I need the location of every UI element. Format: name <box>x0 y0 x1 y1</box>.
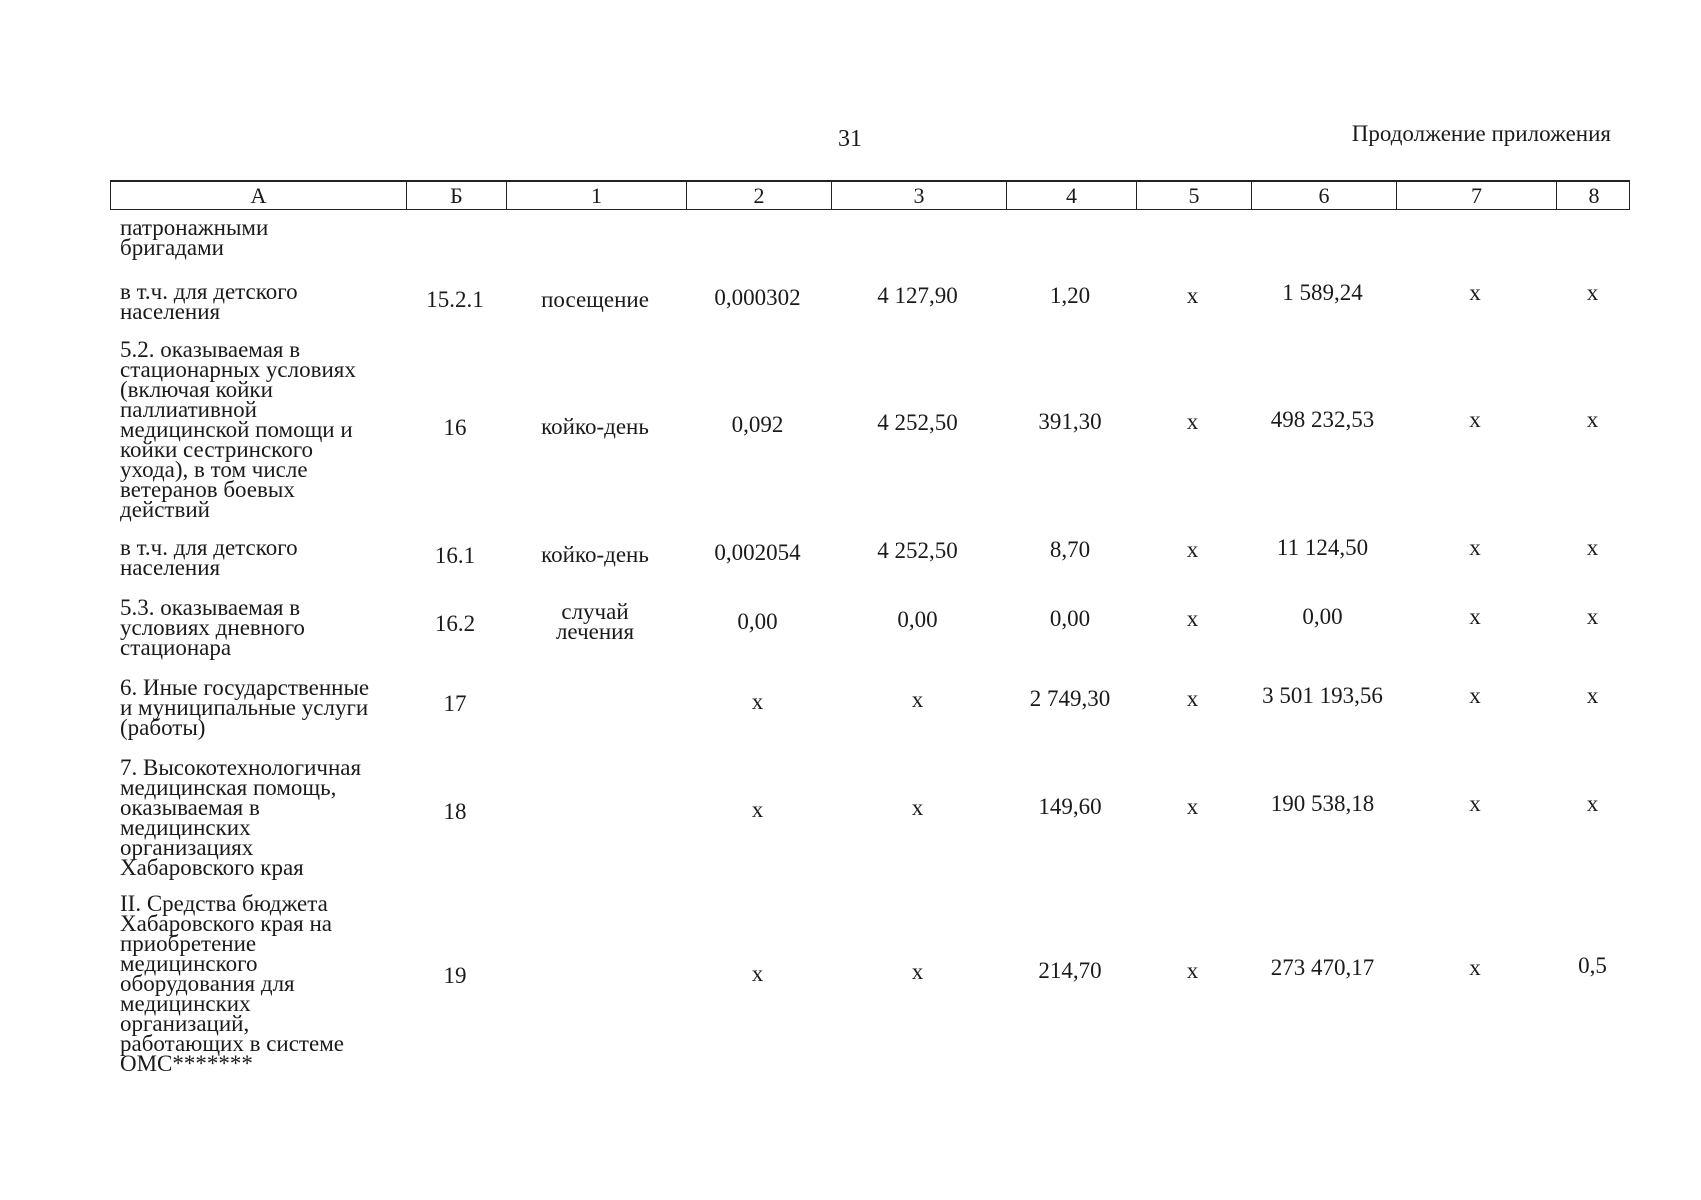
row-col7: х <box>1469 791 1481 816</box>
row-col4: 8,70 <box>1049 537 1091 562</box>
row-col6: 3 501 193,56 <box>1262 683 1383 708</box>
row-col2: 0,092 <box>731 412 784 437</box>
row-col4: 214,70 <box>1038 958 1102 983</box>
row-col4: 391,30 <box>1038 409 1102 434</box>
row-col3: х <box>911 687 924 712</box>
row-col5: х <box>1186 283 1199 308</box>
row-name: 5.3. оказываемая в условиях дневного стационара <box>120 595 305 660</box>
row-col8: х <box>1586 604 1599 629</box>
row-col7: х <box>1469 407 1481 432</box>
row-col4: 149,60 <box>1038 794 1102 819</box>
row-col7: х <box>1469 535 1481 560</box>
row-col2: 0,000302 <box>714 285 801 310</box>
row-col5: х <box>1186 794 1199 819</box>
row-col8: х <box>1586 407 1599 432</box>
row-name: II. Средства бюджета Хабаровского края на приобретение медицинского оборудования для медицинских организаций, работающих в системе ОМС******* <box>120 891 344 1076</box>
row-unit: посещение <box>541 287 649 312</box>
row-code: 17 <box>443 691 467 716</box>
row-col6: 273 470,17 <box>1270 955 1375 980</box>
header-cell: 6 <box>1251 182 1396 209</box>
row-col4: 1,20 <box>1049 283 1091 308</box>
row-code: 19 <box>443 963 467 988</box>
row-col6: 11 124,50 <box>1276 535 1369 560</box>
header-cell: 3 <box>831 182 1006 209</box>
row-col6: 498 232,53 <box>1270 407 1375 432</box>
row-name: в т.ч. для детского населения <box>120 535 298 580</box>
row-col3: 4 252,50 <box>877 410 958 435</box>
header-cell: А <box>250 183 267 208</box>
row-col7: х <box>1469 683 1481 708</box>
row-col5: х <box>1186 537 1199 562</box>
page-number: 31 <box>838 126 862 152</box>
row-name: 5.2. оказываемая в стационарных условиях (включая койки паллиативной медицинской помощи и койки сестринского ухода), в том числе ветеранов боевых действий <box>120 337 356 522</box>
row-code: 15.2.1 <box>426 287 484 312</box>
header-cell: 1 <box>506 182 686 209</box>
row-name: 6. Иные государственные и муниципальные услуги (работы) <box>120 675 370 740</box>
continuation-note: Продолжение приложения <box>1351 121 1611 146</box>
row-name: 7. Высокотехнологичная медицинская помощь, оказываемая в медицинских организациях Хабаровского края <box>120 755 362 880</box>
row-col3: 4 127,90 <box>877 283 958 308</box>
row-col4: 0,00 <box>1049 606 1091 631</box>
row-col6: 0,00 <box>1302 604 1343 629</box>
row-col7: х <box>1469 604 1481 629</box>
row-col8: х <box>1586 683 1599 708</box>
row-col5: х <box>1186 606 1199 631</box>
row-col2: х <box>751 689 764 714</box>
row-col8: х <box>1586 280 1599 305</box>
row-col2: х <box>751 961 764 986</box>
row-code: 16.1 <box>434 543 476 568</box>
row-col5: х <box>1186 686 1199 711</box>
row-col5: х <box>1186 958 1199 983</box>
header-cell: 7 <box>1396 182 1556 209</box>
row-col4: 2 749,30 <box>1029 686 1111 711</box>
header-cell: Б <box>406 182 506 209</box>
row-unit: койко-день <box>541 542 649 567</box>
row-code: 16 <box>443 415 467 440</box>
row-col3: 4 252,50 <box>877 538 958 563</box>
row-unit: койко-день <box>541 414 649 439</box>
header-cell: 2 <box>686 182 831 209</box>
row-col7: х <box>1469 955 1481 980</box>
row-col7: х <box>1469 280 1481 305</box>
row-col6: 1 589,24 <box>1282 280 1363 305</box>
row-name: в т.ч. для детского населения <box>120 279 298 324</box>
row-name: патронажными бригадами <box>120 215 269 260</box>
row-col3: х <box>911 795 924 820</box>
table-header <box>110 180 1630 210</box>
row-col2: 0,002054 <box>714 540 801 565</box>
row-col8: 0,5 <box>1578 953 1607 978</box>
row-code: 16.2 <box>434 611 476 636</box>
row-col6: 190 538,18 <box>1270 791 1375 816</box>
header-cell: 4 <box>1006 182 1136 209</box>
row-col8: х <box>1586 791 1599 816</box>
row-col5: х <box>1186 409 1199 434</box>
row-code: 18 <box>443 799 467 824</box>
row-col3: х <box>911 959 924 984</box>
row-col2: 0,00 <box>737 609 778 634</box>
row-col3: 0,00 <box>897 607 938 632</box>
header-cell: 8 <box>1556 182 1631 209</box>
row-col2: х <box>751 797 764 822</box>
header-cell: 5 <box>1136 182 1251 209</box>
row-col8: х <box>1586 535 1599 560</box>
row-unit: случай лечения <box>555 599 635 644</box>
